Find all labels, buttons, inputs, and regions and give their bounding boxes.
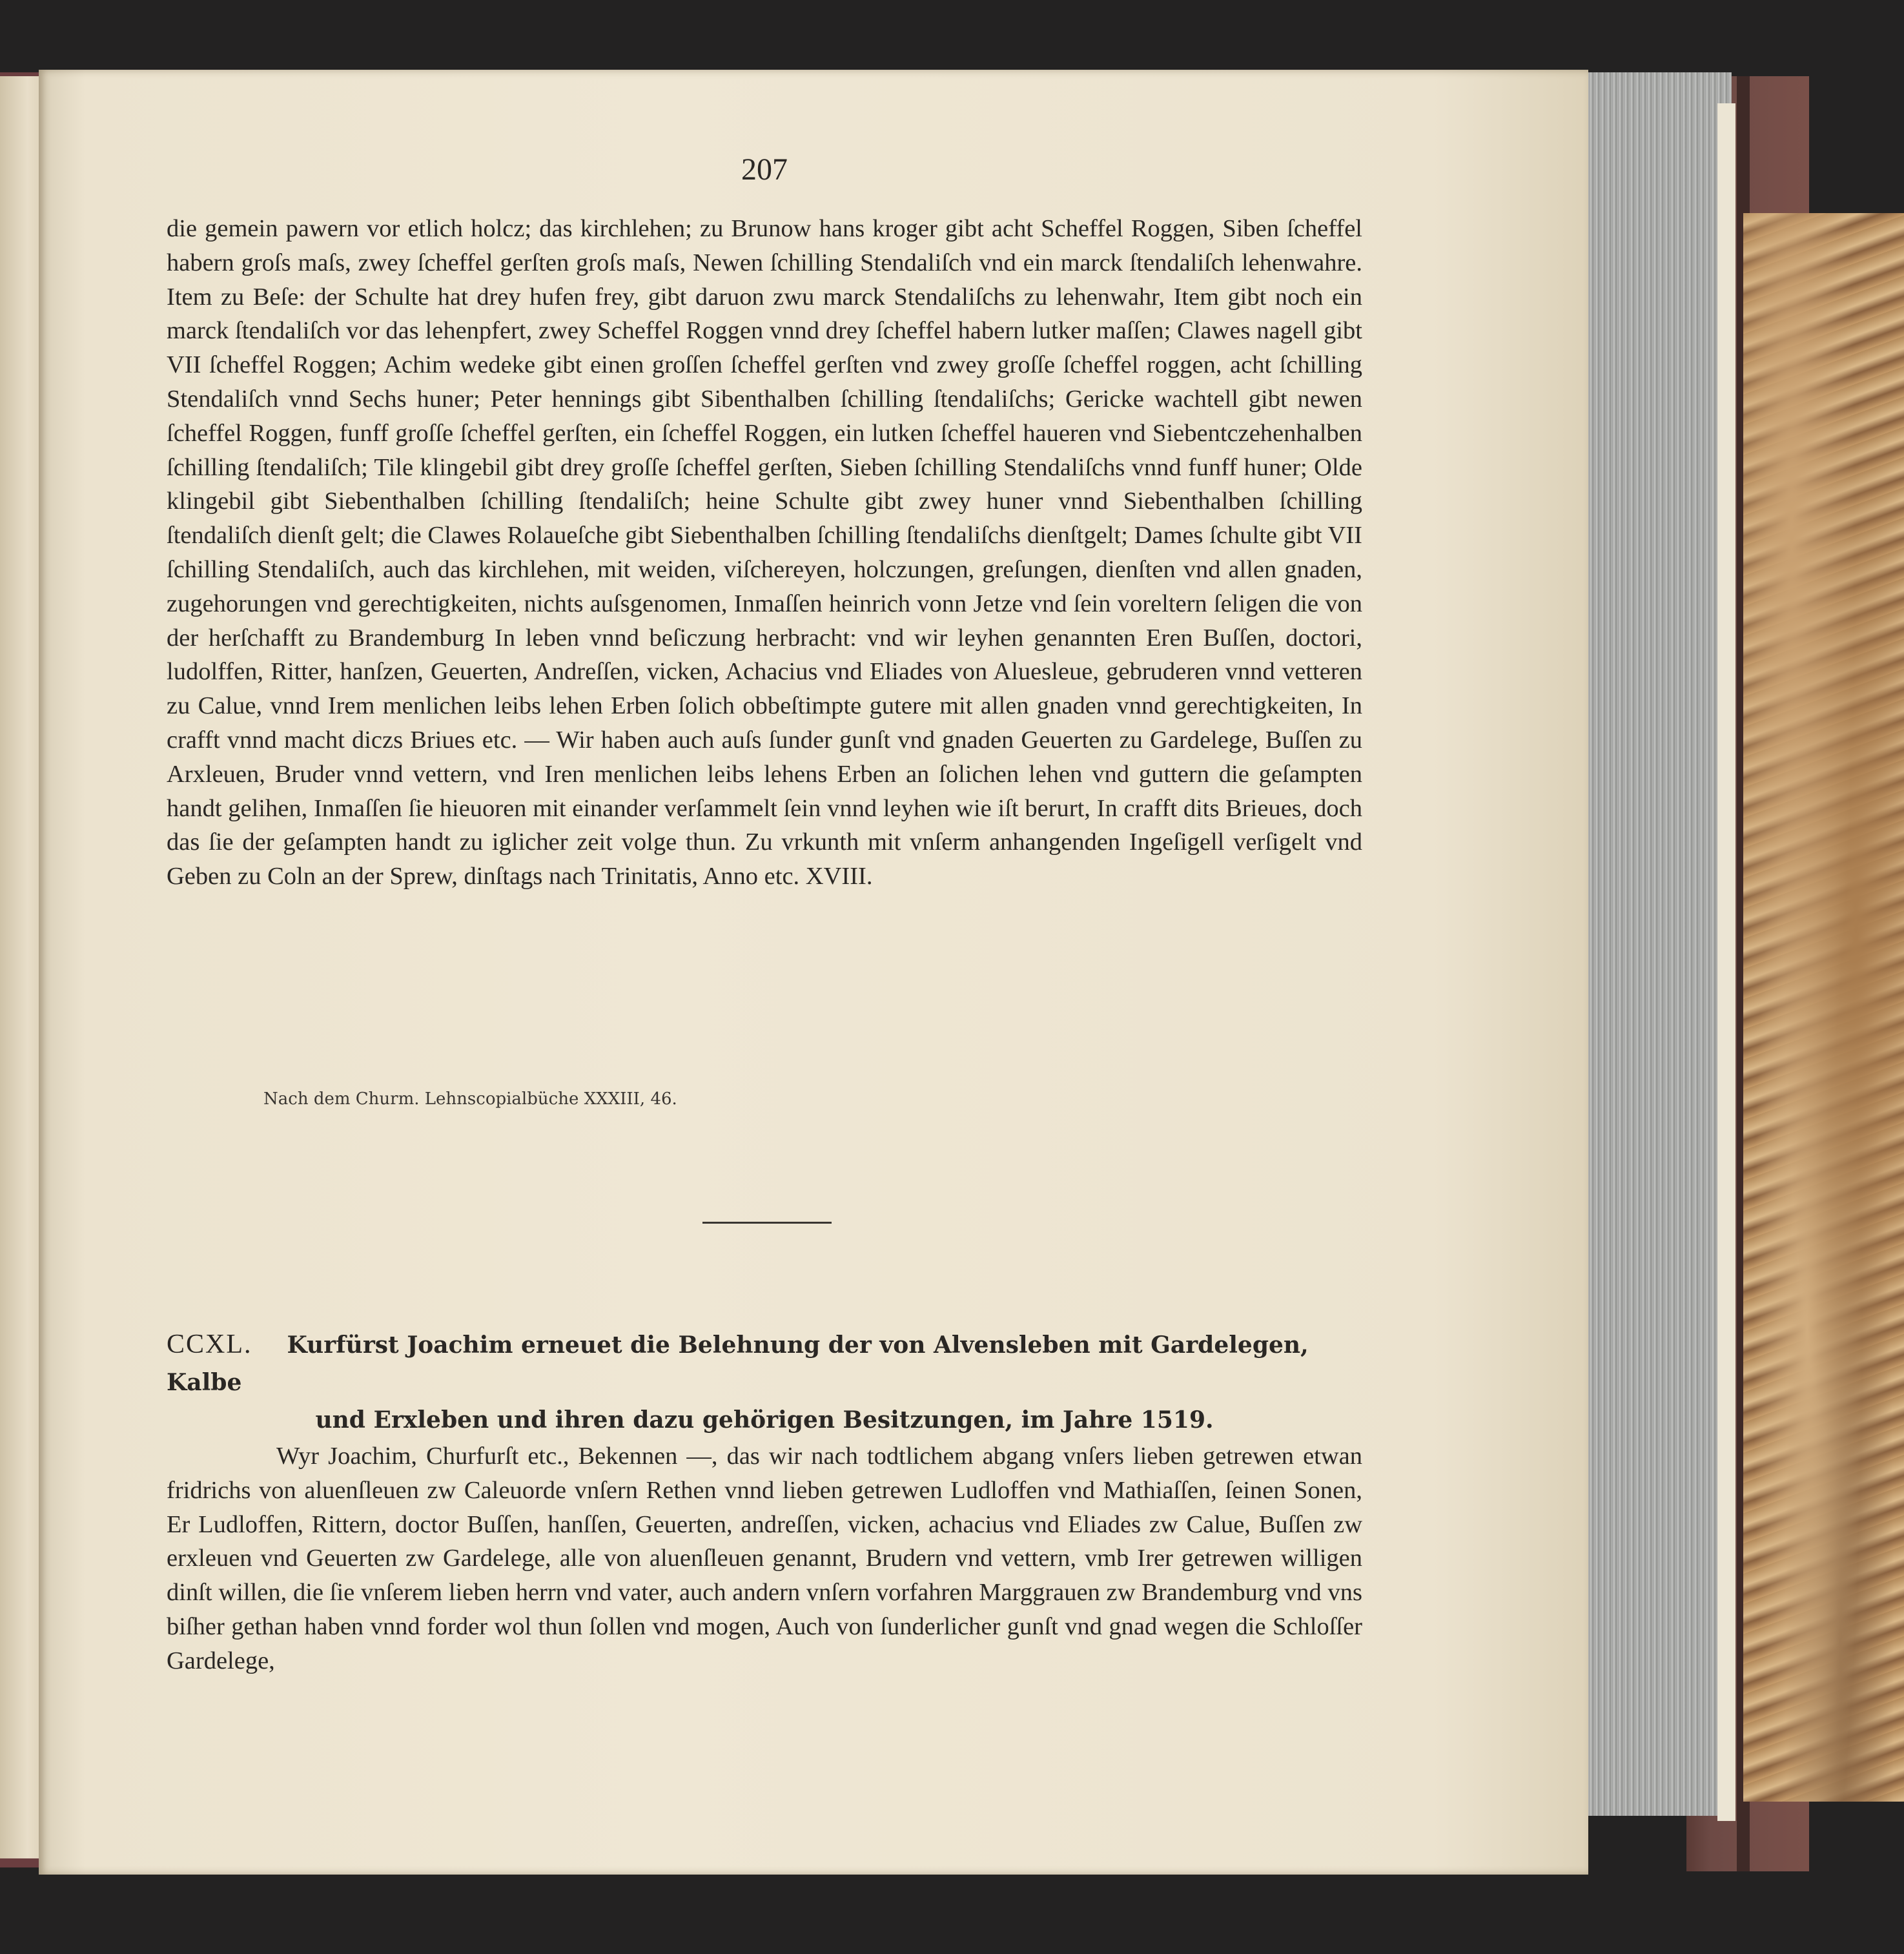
heading-line-1 [167,1326,1362,1401]
heading-line-2: und Erxleben und ihren dazu gehörigen Besitzungen, im Jahre 1519. [315,1406,1214,1434]
section-heading [167,1326,1362,1439]
heading-number: CCXL. [167,1330,252,1359]
section-divider [702,1222,832,1224]
book-page [39,70,1588,1875]
page-block-inner [1717,103,1735,1821]
second-paragraph: Wyr Joachim, Churfurſt etc., Bekennen —, das wir nach todtlichem abgang vnſers lieben getrewen etwan fridrichs von aluenſleuen zw Caleuorde vnſern Rethen vnnd lieben getrewen Ludloffen vnd Mathiaſſen, ſeinen Sonen, Er Ludloffen, Rittern, doctor Buſſen, hanſſen, Geuerten, andreſſen, vicken, achacius vnd Eliades zw Calue, Buſſen zw erxleuen vnd Geuerten zw Gardelege, alle von aluenſleuen genannt, Brudern vnd vettern, vmb Irer getrewen willigen dinſt willen, die ſie vnſerem lieben herrn vnd vater, auch andern vnſern vorfahren Marggrauen zw Brandemburg vnd vns biſher gethan haben vnnd forder wol thun ſollen vnd mogen, Auch von ſunderlicher gunſt vnd gnad wegen die Schloſſer Gardelege, [167,1443,1362,1674]
source-citation: Nach dem Churm. Lehnscopialbüche XXXIII, 46. [263,1089,677,1109]
body-paragraph [167,212,1362,894]
heading-text-1: Kurfürst Joachim erneuet die Belehnung der von Alvensleben mit Gardelegen, Kalbe [167,1332,1309,1396]
page-block-edges [1583,72,1732,1816]
page-number: 207 [741,152,788,187]
marbled-endpaper [1743,213,1904,1802]
body-text: die gemein pawern vor etlich holcz; das kirchlehen; zu Brunow hans kroger gibt acht Scheffel Roggen, Siben ſcheffel habern groſs maſs, zwey ſcheffel gerſten groſs maſs, Newen ſchilling Stendaliſch vnd ein marck ſtendaliſch lehenwahre. Item zu Beſe: der Schulte hat drey hufen frey, gibt daruon zwu marck Stendaliſchs zu lehenwahr, Item gibt noch ein marck ſtendaliſch vor das lehenpfert, zwey Scheffel Roggen vnnd drey ſcheffel habern lutker maſſen; Clawes nagell gibt VII ſcheffel Roggen; Achim wedeke gibt einen groſſen ſcheffel gerſten vnd zwey groſſe ſcheffel roggen, acht ſchilling Stendaliſch vnnd Sechs huner; Peter hennings gibt Sibenthalben ſchilling ſtendaliſchs; Gericke wachtell gibt newen ſcheffel Roggen, funff groſſe ſcheffel gerſten, ein ſcheffel Roggen, ein lutken ſcheffel haueren vnd Siebentczehenhalben ſchilling ſtendaliſch; Tile klingebil gibt drey groſſe ſcheffel gerſten, Sieben ſchilling Stendaliſchs vnnd funff huner; Olde klingebil gibt Siebenthalben ſchilling ſtendaliſch; heine Schulte gibt zwey huner vnnd Siebenthalben ſchilling ſtendaliſch dienſt gelt; die Clawes Rolaueſche gibt Siebenthalben ſchilling ſtendaliſchs dienſtgelt; Dames ſchulte gibt VII ſchilling Stendaliſch, auch das kirchlehen, mit weiden, viſchereyen, holczungen, greſungen, dienſten vnd allen gnaden, zugehorungen vnd gerechtigkeiten, nichts auſsgenomen, Inmaſſen heinrich vonn Jetze vnd ſein voreltern ſeligen die von der herſchafft zu Brandemburg In leben vnnd beſiczung herbracht: vnd wir leyhen genannten Eren Buſſen, doctori, ludolffen, Ritter, hanſzen, Geuerten, Andreſſen, vicken, Achacius vnd Eliades von Aluesleue, gebruderen vnnd vetteren zu Calue, vnnd Irem menlichen leibs lehen Erben ſolich obbeſtimpte gutere mit allen gnaden vnnd gerechtigkeiten, In crafft vnnd macht diczs Briues etc. — Wir haben auch auſs ſunder gunſt vnd gnaden Geuerten zu Gardelege, Buſſen zu Arxleuen, Bruder vnnd vettern, vnd Iren menlichen leibs lehens Erben an ſolichen lehen vnd guttern die geſampten handt gelihen, Inmaſſen ſie hieuoren mit einander verſammelt ſein vnnd leyhen wie iſt berurt, In crafft dits Brieues, doch das ſie der geſampten handt zu iglicher zeit volge thun. Zu vrkunth mit vnſerm anhangenden Ingeſigell verſigelt vnd Geben zu Coln an der Sprew, dinſtags nach Trinitatis, Anno etc. XVIII. [167,215,1362,890]
